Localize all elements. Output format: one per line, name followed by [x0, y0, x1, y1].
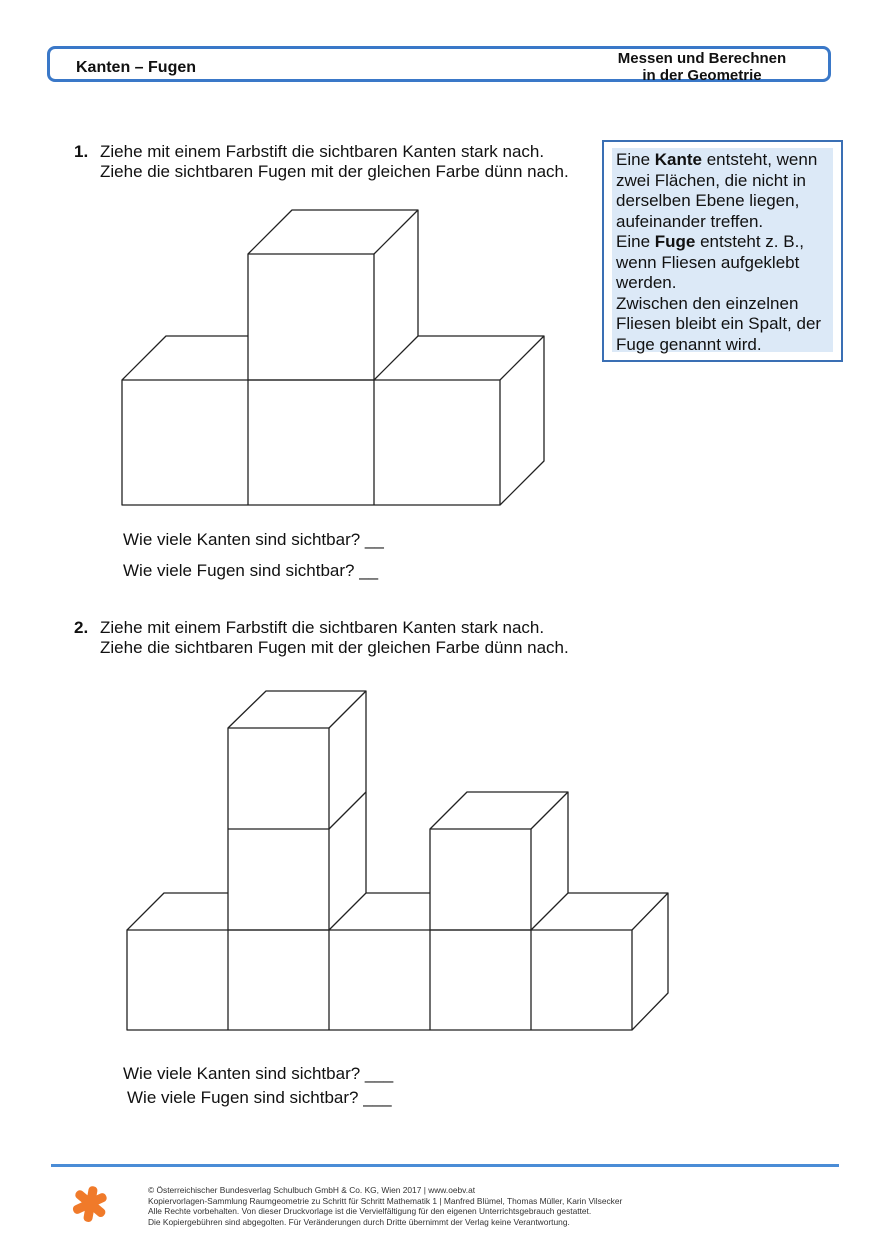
fig1-top-cube-edge: [374, 210, 418, 254]
fig2-tower-joint-depth: [329, 792, 366, 829]
worksheet-title: Kanten – Fugen: [76, 59, 197, 76]
chapter-title-line2: in der Geometrie: [642, 67, 762, 84]
footer-line4: Die Kopiergebühren sind abgegolten. Für Veränderungen durch Dritte übernimmt der Verlag keine Verantwortung.: [148, 1216, 570, 1227]
task1-question-joints: Wie viele Fugen sind sichtbar? __: [123, 561, 379, 580]
fig2-second-cube: [430, 829, 531, 930]
task2-line2: Ziehe die sichtbaren Fugen mit der gleichen Farbe dünn nach.: [100, 638, 569, 657]
task1-number: 1.: [74, 142, 89, 161]
fig2-right-cube-edge: [632, 893, 668, 930]
fig1-top-cube: [248, 254, 374, 380]
def-fuge-text: entsteht z. B., wenn Fliesen aufgeklebt werden.: [616, 232, 805, 292]
footer-divider: [51, 1164, 839, 1167]
def-fuge-term: Fuge: [654, 232, 696, 251]
footer-line3: Alle Rechte vorbehalten. Von dieser Druckvorlage ist die Vervielfältigung für den eigenen Unterrichtsgebrauch gestattet.: [148, 1206, 592, 1216]
fig2-bottom-row: [127, 930, 632, 1030]
def-spalt-text: Zwischen den einzelnen Fliesen bleibt ein Spalt, der Fuge genannt wird.: [616, 293, 822, 354]
def-fuge-pre: Eine: [616, 232, 655, 251]
publisher-logo-icon: [70, 1184, 110, 1224]
fig2-tower-edge: [329, 691, 366, 728]
footer-line2: Kopiervorlagen-Sammlung Raumgeometrie zu Schritt für Schritt Mathematik 1 | Manfred Blümel, Thomas Müller, Karin Vilsecker: [148, 1195, 623, 1206]
task2-line1: Ziehe mit einem Farbstift die sichtbaren Kanten stark nach.: [100, 618, 545, 637]
fig1-right-cube-edge: [500, 336, 544, 380]
task1-question-edges: Wie viele Kanten sind sichtbar? __: [123, 530, 384, 549]
task2-question-edges: Wie viele Kanten sind sichtbar? ___: [123, 1064, 394, 1083]
fig1-right-cube-top: [418, 336, 544, 505]
fig2-left-cube-top: [127, 893, 228, 930]
task1-line1: Ziehe mit einem Farbstift die sichtbaren Kanten stark nach.: [100, 142, 545, 161]
def-kante-pre: Eine: [616, 150, 655, 169]
figure2-cubes: [127, 691, 668, 1030]
footer-copyright: [148, 1185, 622, 1227]
fig2-tower-depth: [228, 691, 366, 930]
task1-line2: Ziehe die sichtbaren Fugen mit der gleichen Farbe dünn nach.: [100, 162, 569, 181]
fig2-right-cube-top: [568, 893, 668, 1030]
task2-instructions: [74, 618, 569, 658]
fig1-bottom-row: [122, 380, 500, 505]
fig1-left-cube-top: [122, 336, 248, 380]
footer-line1: © Österreichischer Bundesverlag Schulbuch GmbH & Co. KG, Wien 2017 | www.oebv.at: [148, 1185, 476, 1195]
fig2-second-cube-edge: [531, 792, 568, 829]
def-kante-text: entsteht, wenn zwei Flächen, die nicht in derselben Ebene liegen, aufeinander treffen.: [616, 150, 818, 231]
task2-number: 2.: [74, 618, 89, 637]
figure1-cubes: [122, 210, 544, 505]
chapter-title-line1: Messen und Berechnen: [617, 50, 787, 67]
def-kante-term: Kante: [654, 150, 702, 169]
task2-question-joints: Wie viele Fugen sind sichtbar? ___: [127, 1088, 392, 1107]
